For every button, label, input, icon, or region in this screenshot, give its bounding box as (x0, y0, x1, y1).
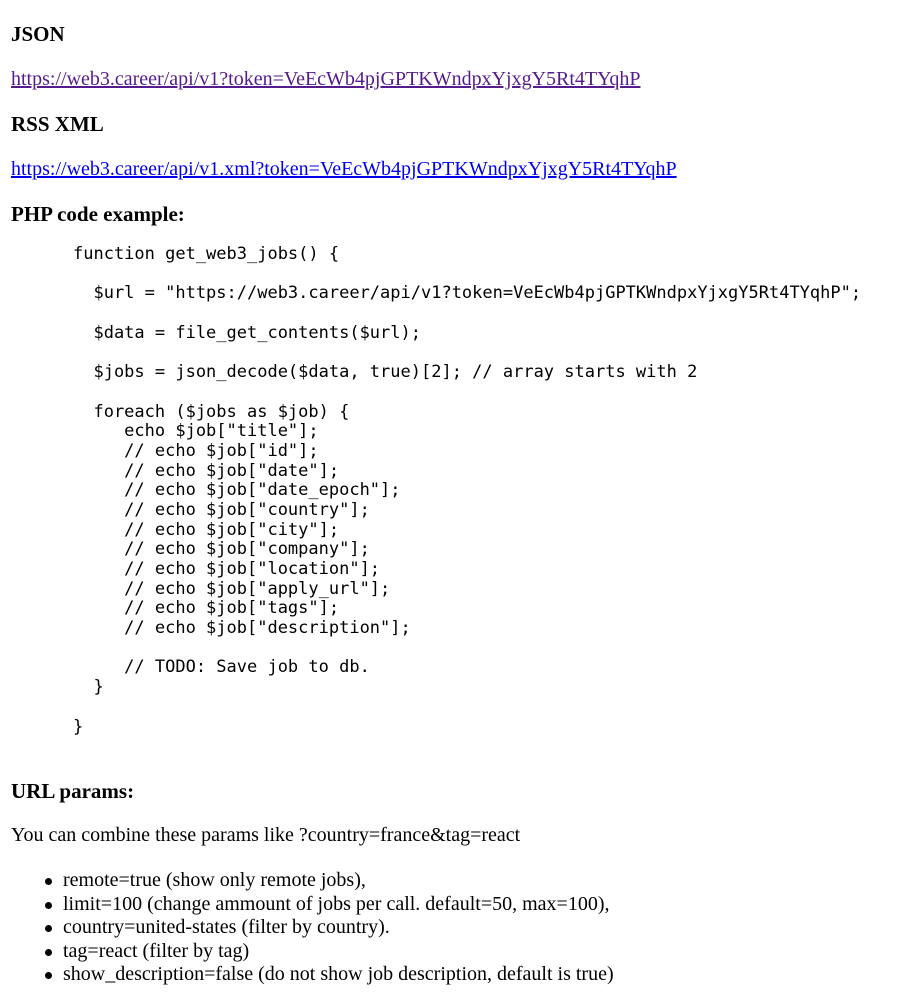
param-text: show_description=false (do not show job description, default is true) (63, 963, 614, 986)
param-list-item (11, 893, 614, 917)
bullet-icon (45, 878, 52, 885)
bullet-icon (45, 925, 52, 932)
params-intro-text: You can combine these params like ?country=france&tag=react (11, 824, 521, 846)
code-line: // echo $job["tags"]; (73, 598, 340, 619)
code-line: foreach ($jobs as $job) { (73, 401, 350, 422)
code-line (73, 304, 861, 324)
param-list-item (11, 916, 614, 940)
code-line: // TODO: Save job to db. (73, 657, 370, 678)
param-list-item (11, 963, 614, 987)
code-line (73, 698, 861, 718)
code-line: function get_web3_jobs() { (73, 244, 340, 264)
code-line: $jobs = json_decode($data, true)[2]; // array starts with 2 (73, 362, 698, 383)
code-line: // echo $job["country"]; (73, 499, 370, 520)
php-code-block (73, 245, 861, 737)
code-line: // echo $job["apply_url"]; (73, 578, 391, 599)
code-line: $url = "https://web3.career/api/v1?token=VeEcWb4pjGPTKWndpxYjxgY5Rt4TYqhP"; (73, 283, 862, 304)
code-line: echo $job["title"]; (73, 421, 319, 442)
bullet-icon (45, 972, 52, 979)
param-text: country=united-states (filter by country). (63, 916, 390, 939)
code-line: } (73, 716, 84, 737)
param-text: remote=true (show only remote jobs), (63, 869, 366, 891)
json-api-link[interactable]: https://web3.career/api/v1?token=VeEcWb4pjGPTKWndpxYjxgY5Rt4TYqhP (11, 68, 641, 90)
code-line: $data = file_get_contents($url); (73, 322, 421, 343)
code-line (73, 343, 861, 363)
code-line: // echo $job["date"]; (73, 460, 340, 481)
param-text: tag=react (filter by tag) (63, 939, 250, 962)
code-line (73, 265, 861, 285)
rss-xml-api-link[interactable]: https://web3.career/api/v1.xml?token=VeEcWb4pjGPTKWndpxYjxgY5Rt4TYqhP (11, 158, 677, 180)
code-line: // echo $job["description"]; (73, 618, 411, 639)
url-params-list (11, 869, 614, 987)
code-line (73, 639, 861, 659)
bullet-icon (45, 949, 52, 956)
code-line: } (73, 677, 104, 698)
param-list-item (11, 940, 614, 964)
json-heading: JSON (11, 22, 65, 46)
code-line: // echo $job["date_epoch"]; (73, 480, 401, 501)
code-line: // echo $job["company"]; (73, 539, 370, 560)
param-list-item (11, 869, 614, 893)
param-text: limit=100 (change ammount of jobs per call. default=50, max=100), (63, 892, 610, 915)
bullet-icon (45, 902, 52, 909)
php-code-heading: PHP code example: (11, 202, 185, 226)
code-line (73, 383, 861, 403)
code-line: // echo $job["id"]; (73, 440, 319, 461)
code-line: // echo $job["location"]; (73, 559, 381, 579)
rss-xml-heading: RSS XML (11, 112, 104, 136)
code-line: // echo $job["city"]; (73, 519, 340, 540)
url-params-heading: URL params: (11, 779, 135, 803)
